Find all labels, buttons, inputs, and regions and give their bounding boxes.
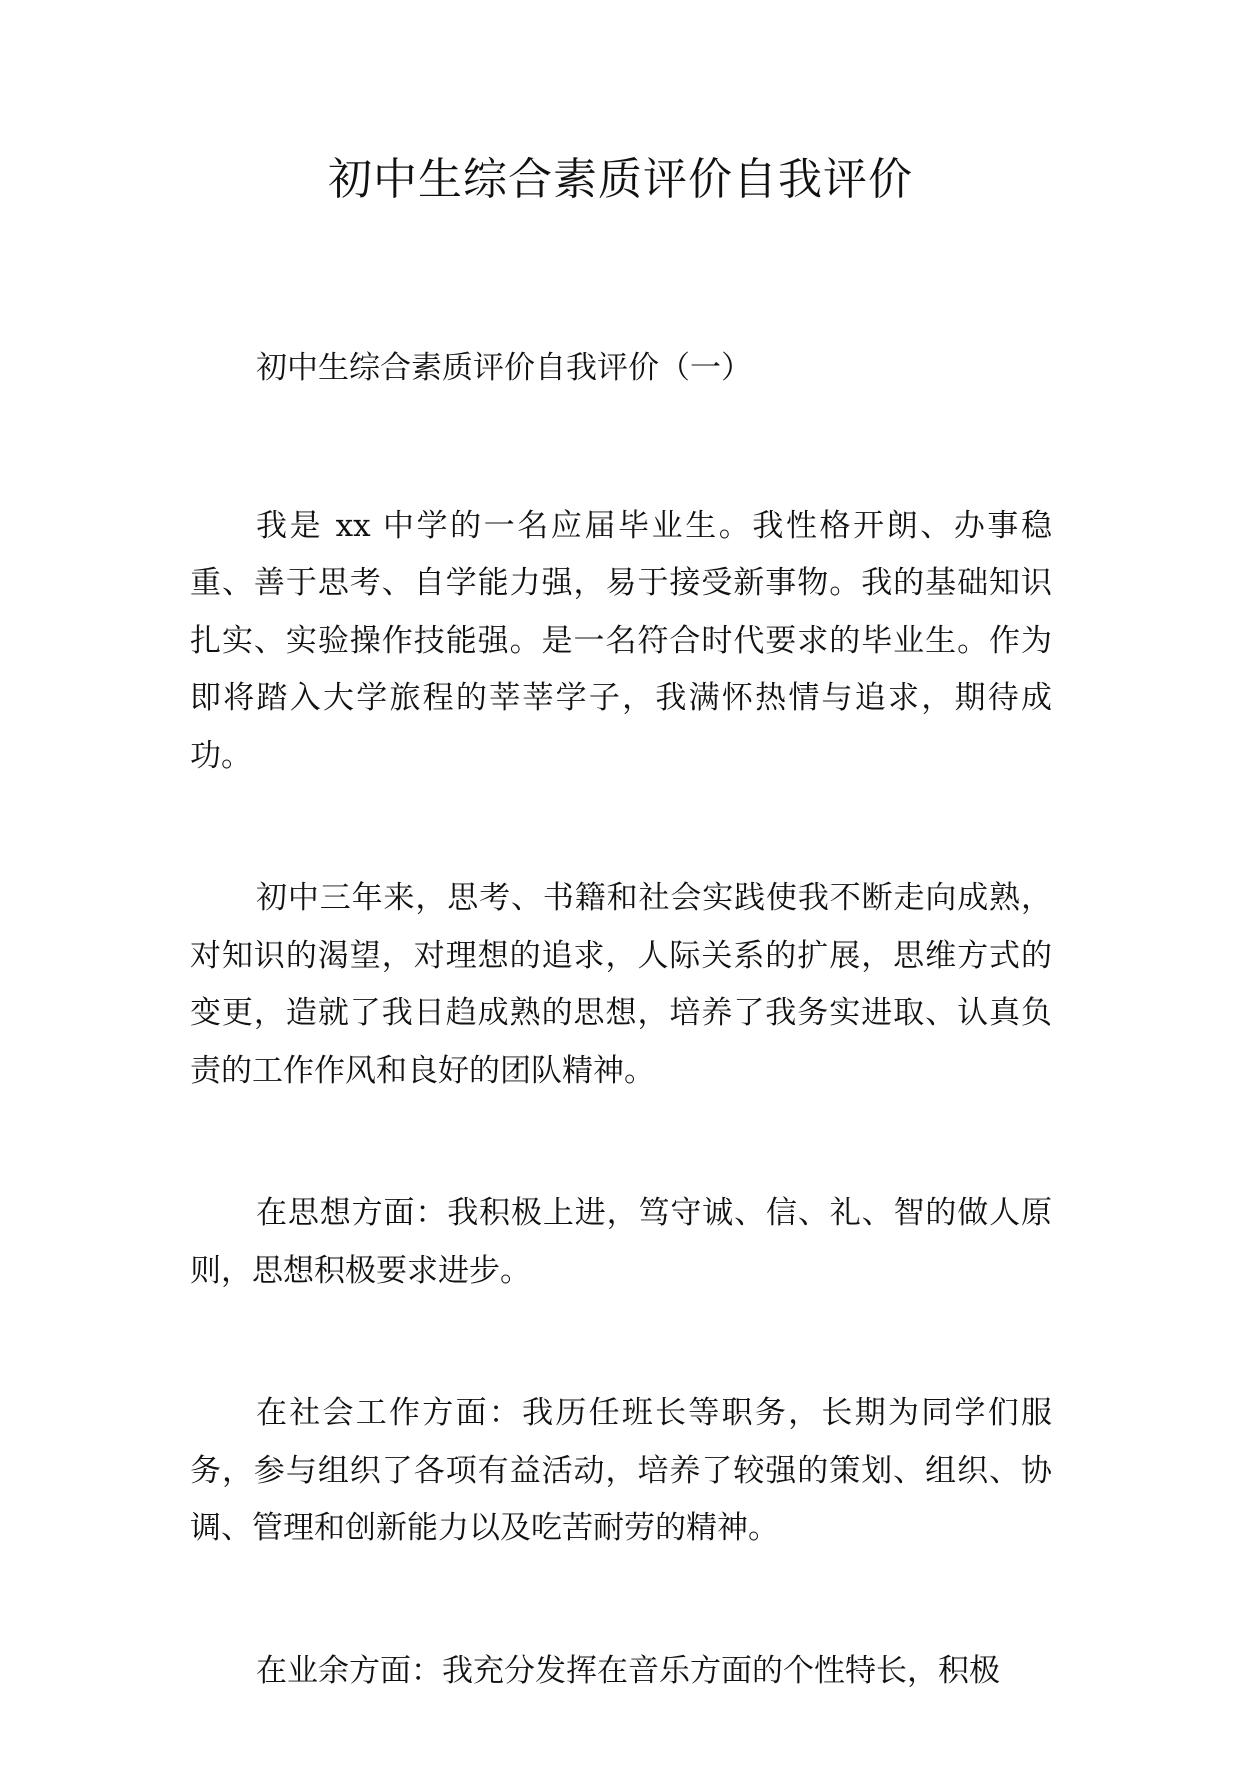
paragraph-thought: 在思想方面：我积极上进，笃守诚、信、礼、智的做人原则，思想积极要求进步。 (190, 1195, 1052, 1289)
document-body (190, 340, 1052, 1785)
paragraph-intro: 我是 xx 中学的一名应届毕业生。我性格开朗、办事稳重、善于思考、自学能力强，易于接受新事物。我的基础知识扎实、实验操作技能强。是一名符合时代要求的毕业生。作为即将踏入大学旅程的莘莘学子，我满怀热情与追求，期待成功。 (190, 507, 1052, 774)
paragraph-three-years: 初中三年来，思考、书籍和社会实践使我不断走向成熟，对知识的渴望，对理想的追求，人际关系的扩展，思维方式的变更，造就了我日趋成熟的思想，培养了我务实进取、认真负责的工作作风和良好的团队精神。 (190, 880, 1052, 1089)
paragraph-social-work: 在社会工作方面：我历任班长等职务，长期为同学们服务，参与组织了各项有益活动，培养了较强的策划、组织、协调、管理和创新能力以及吃苦耐劳的精神。 (190, 1395, 1052, 1546)
document-title: 初中生综合素质评价自我评价 (328, 154, 913, 205)
paragraph-leisure: 在业余方面：我充分发挥在音乐方面的个性特长，积极 (256, 1652, 1000, 1689)
section-subtitle: 初中生综合素质评价自我评价（一） (256, 350, 752, 386)
